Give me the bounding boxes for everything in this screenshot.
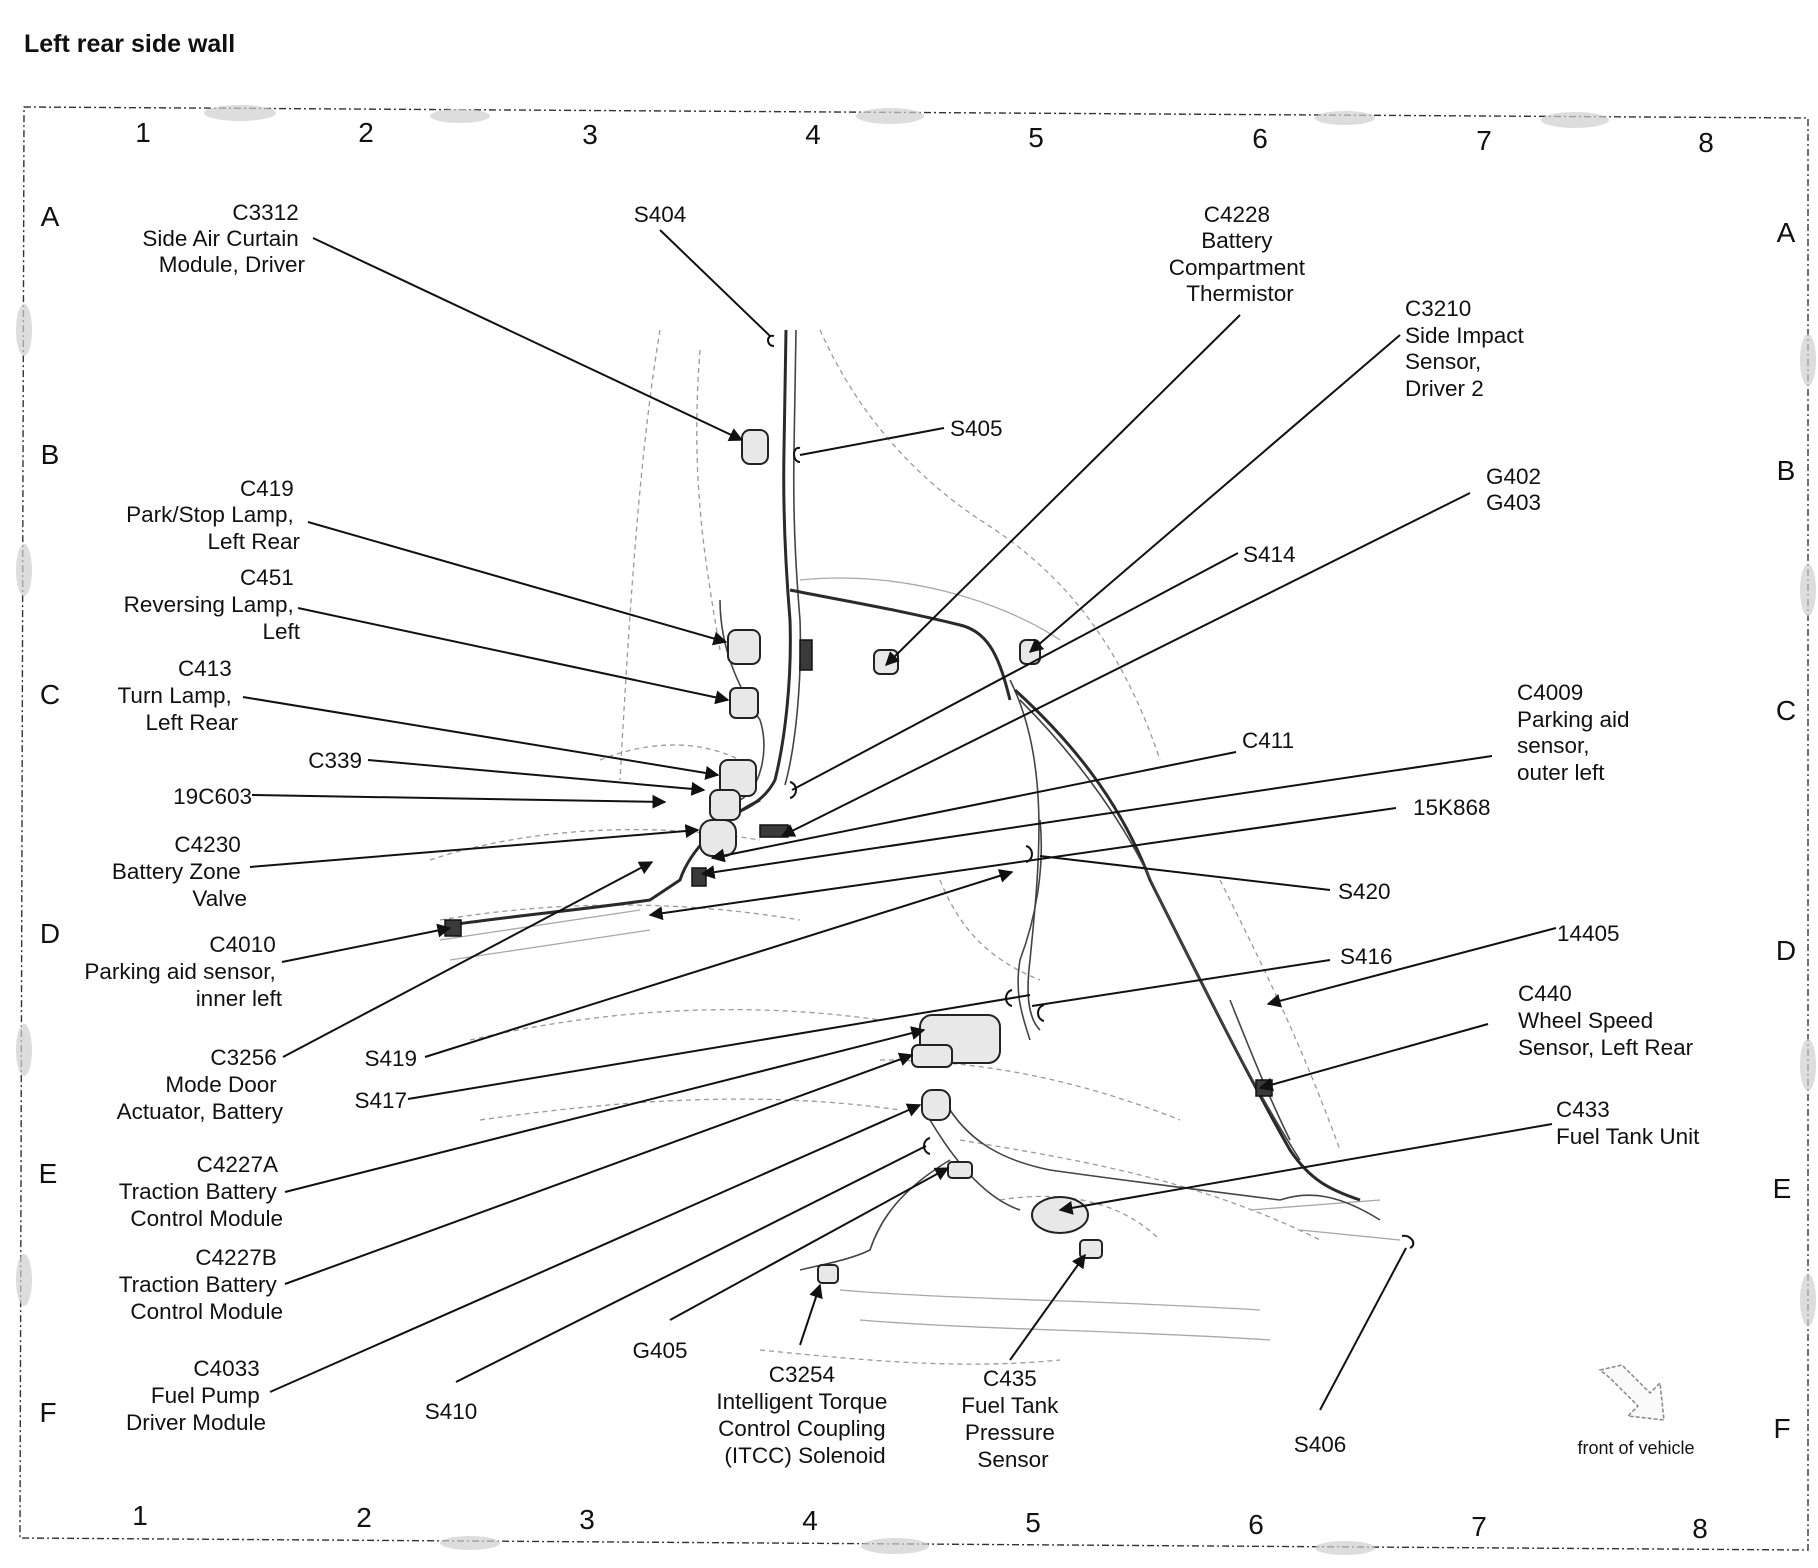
components — [445, 430, 1272, 1283]
label-g402: G402 G403 — [1486, 464, 1542, 515]
label-c4227b: C4227B Traction Battery Control Module — [118, 1245, 283, 1324]
vehicle-body-outline — [430, 330, 1400, 1364]
grid-col-2-bottom: 2 — [356, 1502, 372, 1533]
grid-col-2: 2 — [358, 117, 374, 148]
label-c433: C433 Fuel Tank Unit — [1556, 1097, 1700, 1149]
diagram-frame — [20, 107, 1808, 1550]
c4230-valve — [700, 820, 736, 856]
front-of-vehicle-indicator — [1577, 1365, 1694, 1458]
leader-lines — [243, 230, 1556, 1410]
c4228-connector — [874, 650, 898, 674]
label-s417: S417 — [354, 1088, 407, 1113]
c4227b-connector — [912, 1045, 952, 1067]
label-c3254: C3254 Intelligent Torque Control Coupling (ITCC) Solenoid — [716, 1362, 888, 1468]
grid-row-b: B — [40, 439, 60, 470]
grid-col-1: 1 — [135, 117, 151, 148]
grid-col-7-bottom: 7 — [1471, 1511, 1487, 1542]
grid-row-e: E — [38, 1158, 58, 1189]
label-s404: S404 — [633, 202, 687, 227]
label-c3256: C3256 Mode Door Actuator, Battery — [116, 1045, 283, 1124]
splice-markers — [768, 336, 1413, 1248]
label-c411: C411 — [1242, 728, 1295, 753]
grid-rows-left — [39, 201, 60, 1428]
grid-row-d-right: D — [1775, 935, 1797, 966]
label-c4010: C4010 Parking aid sensor, inner left — [84, 932, 282, 1011]
c3312-connector — [742, 430, 768, 464]
grid-col-7: 7 — [1476, 125, 1492, 156]
label-c3312: C3312 Side Air Curtain Module, Driver — [142, 200, 305, 277]
grid-row-e-right: E — [1772, 1173, 1792, 1204]
label-15k868: 15K868 — [1413, 795, 1491, 820]
grid-row-f: F — [39, 1397, 57, 1428]
g405-ground — [948, 1162, 972, 1178]
label-s419: S419 — [364, 1046, 417, 1071]
label-c419: C419 Park/Stop Lamp, Left Rear — [126, 476, 300, 554]
c339-connector — [710, 790, 740, 820]
c433-fuel-tank-unit — [1032, 1197, 1088, 1233]
grid-columns-top — [135, 117, 1714, 158]
grid-col-4: 4 — [805, 119, 821, 150]
label-c440: C440 Wheel Speed Sensor, Left Rear — [1518, 981, 1694, 1060]
grid-col-4-bottom: 4 — [802, 1505, 818, 1536]
grid-col-5: 5 — [1028, 122, 1044, 153]
label-c4228: C4228 Battery Compartment Thermistor — [1168, 202, 1306, 306]
label-s416: S416 — [1340, 944, 1393, 969]
label-g405: G405 — [632, 1338, 688, 1363]
label-s414: S414 — [1243, 542, 1296, 567]
label-s420: S420 — [1338, 879, 1391, 904]
callout-labels — [84, 200, 1700, 1472]
grid-col-3-bottom: 3 — [579, 1504, 595, 1535]
front-of-vehicle-label: front of vehicle — [1577, 1438, 1695, 1458]
label-c339: C339 — [308, 748, 362, 773]
c440-connector — [1256, 1080, 1272, 1096]
grid-row-b-right: B — [1776, 455, 1796, 486]
label-c4230: C4230 Battery Zone Valve — [111, 832, 247, 911]
grid-col-3: 3 — [582, 119, 598, 150]
grid-col-5-bottom: 5 — [1025, 1507, 1041, 1538]
label-c413: C413 Turn Lamp, Left Rear — [117, 656, 238, 735]
label-c3210: C3210 Side Impact Sensor, Driver 2 — [1405, 296, 1524, 401]
grid-row-d: D — [39, 918, 61, 949]
label-c4033: C4033 Fuel Pump Driver Module — [125, 1356, 266, 1435]
label-c4009: C4009 Parking aid sensor, outer left — [1517, 680, 1630, 785]
c419-connector — [728, 630, 760, 664]
grid-row-f-right: F — [1773, 1413, 1791, 1444]
c3254-solenoid — [818, 1265, 838, 1283]
grid-col-8-bottom: 8 — [1692, 1513, 1708, 1544]
grid-col-8: 8 — [1698, 127, 1714, 158]
c4009-connector — [692, 868, 706, 886]
grid-row-c: C — [39, 679, 61, 710]
label-c4227a: C4227A Traction Battery Control Module — [118, 1152, 283, 1231]
frame-texture — [16, 105, 1816, 1555]
c4228-harness-connector — [800, 640, 812, 670]
grid-row-a: A — [40, 201, 60, 232]
label-s410: S410 — [424, 1399, 478, 1424]
grid-row-c-right: C — [1775, 695, 1797, 726]
grid-rows-right — [1773, 217, 1796, 1444]
c451-connector — [730, 688, 758, 718]
grid-col-6-bottom: 6 — [1248, 1509, 1264, 1540]
grid-row-a-right: A — [1776, 217, 1796, 248]
label-14405: 14405 — [1557, 921, 1620, 946]
label-c435: C435 Fuel Tank Pressure Sensor — [961, 1366, 1059, 1472]
front-arrow-icon — [1600, 1365, 1664, 1420]
label-s406: S406 — [1293, 1432, 1347, 1457]
grid-columns-bottom — [132, 1500, 1708, 1544]
page-title: Left rear side wall — [24, 30, 236, 58]
grid-col-1-bottom: 1 — [132, 1500, 148, 1531]
c435-sensor — [1080, 1240, 1102, 1258]
label-c451: C451 Reversing Lamp, Left — [123, 565, 300, 644]
label-19c603: 19C603 — [173, 784, 252, 809]
c4033-connector — [922, 1090, 950, 1120]
label-s405: S405 — [950, 416, 1003, 441]
grid-col-6: 6 — [1252, 123, 1268, 154]
